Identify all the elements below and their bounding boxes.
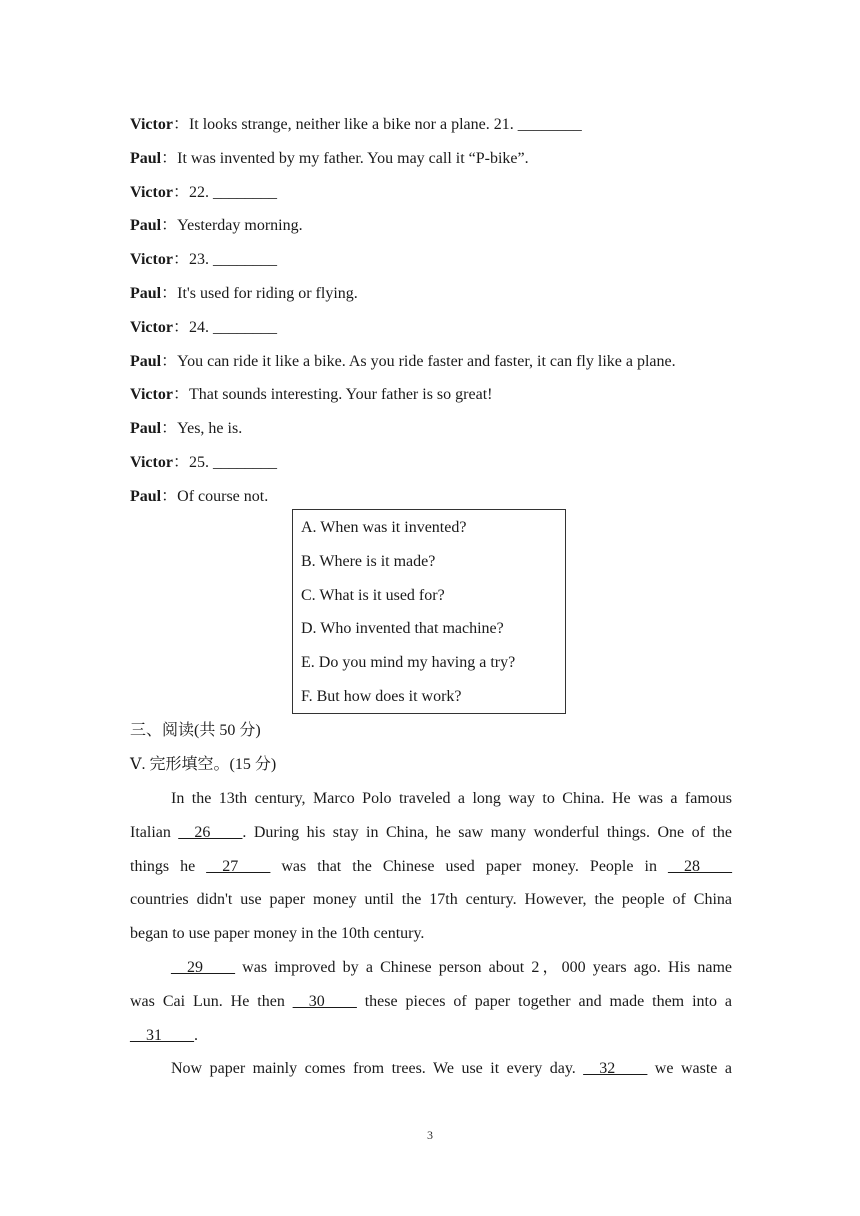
blank-28: __28____ bbox=[668, 857, 733, 875]
dialogue-line: Victor：25. ________ bbox=[130, 453, 277, 471]
page-number: 3 bbox=[427, 1128, 433, 1142]
blank-27: __27____ bbox=[206, 857, 271, 875]
text-line: __29____ was improved by a Chinese person about 2，000 years ago. His name bbox=[171, 959, 732, 976]
option-f: F. But how does it work? bbox=[301, 687, 462, 705]
options-box bbox=[292, 509, 566, 714]
section-heading-cloze: Ⅴ. 完形填空。(15 分) bbox=[130, 756, 277, 773]
text-line: things he __27____ was that the Chinese used paper money. People in __28____ bbox=[130, 857, 733, 875]
text-line: Italian __26____. During his stay in China, he saw many wonderful things. One of the bbox=[130, 823, 733, 841]
text-line: __31____. bbox=[130, 1026, 198, 1044]
option-c: C. What is it used for? bbox=[301, 586, 445, 604]
blank-31: __31____ bbox=[130, 1026, 194, 1044]
dialogue-line: Paul：Yes, he is. bbox=[130, 420, 243, 438]
dialogue-line: Paul：You can ride it like a bike. As you ride faster and faster, it can fly like a plane. bbox=[130, 352, 676, 370]
section-heading-reading: 三、阅读(共 50 分) bbox=[130, 722, 261, 739]
dialogue-line: Victor：22. ________ bbox=[130, 183, 277, 201]
text-line: began to use paper money in the 10th century. bbox=[130, 925, 425, 943]
blank-30: __30____ bbox=[292, 992, 357, 1010]
dialogue-line: Paul：Of course not. bbox=[130, 487, 269, 505]
dialogue-line: Victor：It looks strange, neither like a bike nor a plane. 21. ________ bbox=[130, 116, 582, 133]
text-line: In the 13th century, Marco Polo traveled a long way to China. He was a famous bbox=[171, 790, 732, 807]
option-a: A. When was it invented? bbox=[301, 519, 467, 536]
dialogue-line: Victor：24. ________ bbox=[130, 318, 277, 336]
text-line: was Cai Lun. He then __30____ these pieces of paper together and made them into a bbox=[130, 992, 732, 1010]
dialogue-line: Paul：It was invented by my father. You may call it “P-bike”. bbox=[130, 149, 529, 167]
option-b: B. Where is it made? bbox=[301, 552, 436, 570]
dialogue-line: Victor：23. ________ bbox=[130, 251, 277, 269]
dialogue-line: Victor：That sounds interesting. Your father is so great! bbox=[130, 386, 493, 404]
text-line: countries didn't use paper money until the 17th century. However, the people of China bbox=[130, 891, 732, 909]
dialogue-line: Paul：Yesterday morning. bbox=[130, 217, 303, 235]
option-e: E. Do you mind my having a try? bbox=[301, 654, 516, 672]
cloze-paragraph-3 bbox=[130, 1052, 732, 1086]
text-line: Now paper mainly comes from trees. We use it every day. __32____ we waste a bbox=[171, 1060, 733, 1077]
cloze-paragraph-2 bbox=[130, 951, 732, 1052]
dialogue bbox=[130, 108, 732, 514]
cloze-paragraph-1 bbox=[130, 782, 732, 951]
option-d: D. Who invented that machine? bbox=[301, 620, 504, 638]
blank-32: __32____ bbox=[583, 1060, 648, 1077]
dialogue-line: Paul：It's used for riding or flying. bbox=[130, 284, 358, 302]
blank-26: __26____ bbox=[178, 823, 243, 841]
blank-29: __29____ bbox=[171, 959, 235, 976]
